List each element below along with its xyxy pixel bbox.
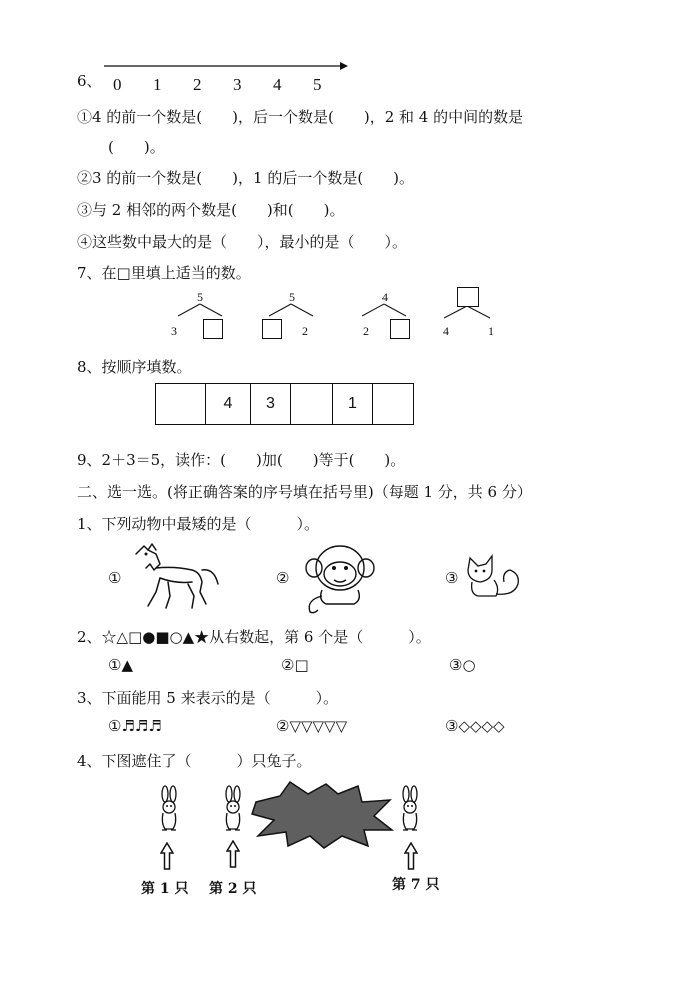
s2-q1-opt2[interactable]: ②	[276, 569, 290, 587]
s2-q4-text: 4、下图遮住了（ ）只兔子。	[77, 752, 312, 770]
rabbit-icon-2	[221, 785, 245, 835]
tree1-left: 3	[171, 324, 177, 338]
tick-5: 5	[313, 75, 322, 94]
q6-item1-line1: ①4 的前一个数是( )，后一个数是( )，2 和 4 的中间的数是	[77, 108, 524, 126]
up-arrow-icon-1	[160, 842, 174, 870]
q9-text: 9、2＋3＝5，读作：( )加( )等于( )。	[77, 451, 406, 469]
s2-q1-opt1[interactable]: ①	[108, 569, 122, 587]
up-arrow-icon-2	[226, 840, 240, 868]
q6-item4: ④这些数中最大的是（ ），最小的是（ ）。	[77, 233, 408, 251]
s2-q3-opt1[interactable]: ①♬♬♬	[108, 717, 162, 735]
s2-q2-opt2[interactable]: ②□	[281, 656, 309, 674]
rabbit-icon-1	[157, 785, 181, 835]
rabbit-label-1: 第 1 只	[141, 881, 189, 897]
rabbit-icon-7	[398, 785, 422, 835]
q8-title: 8、按顺序填数。	[77, 358, 192, 376]
s2-q3-opt3[interactable]: ③◇◇◇◇	[445, 717, 505, 735]
tree1-answer-box[interactable]	[203, 319, 223, 339]
tree2-right: 2	[302, 324, 308, 338]
sequence-cell-6[interactable]	[373, 384, 413, 424]
tick-0: 0	[113, 75, 122, 94]
tree4-right: 1	[488, 324, 494, 338]
q6-label: 6、	[77, 72, 102, 90]
rabbit-label-7: 第 7 只	[392, 877, 440, 893]
tick-4: 4	[273, 75, 282, 94]
monkey-icon	[296, 540, 376, 615]
section2-header: 二、选一选。(将正确答案的序号填在括号里)（每题 1 分，共 6 分）	[77, 483, 532, 501]
q6-item1-line2: ( )。	[108, 138, 165, 156]
tree2-top: 5	[289, 290, 295, 304]
s2-q1-opt3[interactable]: ③	[445, 569, 459, 587]
q7-title: 7、在□里填上适当的数。	[77, 264, 251, 282]
s2-q3-text: 3、下面能用 5 来表示的是（ ）。	[77, 689, 339, 707]
tree4-answer-box[interactable]	[457, 287, 479, 307]
s2-q2-opt1[interactable]: ①▲	[108, 656, 133, 674]
tree3-left: 2	[363, 324, 369, 338]
q6-item2: ②3 的前一个数是( )，1 的后一个数是( )。	[77, 169, 415, 187]
sequence-cell-1[interactable]	[156, 384, 206, 424]
s2-q1-text: 1、下列动物中最矮的是（ ）。	[77, 515, 320, 533]
sequence-cell-4[interactable]	[291, 384, 333, 424]
s2-q2-text: 2、☆△□●■○▲★从右数起，第 6 个是（ ）。	[77, 628, 431, 646]
sequence-grid	[155, 383, 414, 425]
tick-3: 3	[233, 75, 242, 94]
sequence-cell-5: 1	[333, 384, 373, 424]
tree4-left: 4	[443, 324, 449, 338]
q6-item3: ③与 2 相邻的两个数是( )和( )。	[77, 201, 345, 219]
s2-q2-opt3[interactable]: ③○	[449, 656, 476, 674]
tick-1: 1	[153, 75, 162, 94]
tree3-answer-box[interactable]	[390, 319, 410, 339]
rabbit-label-2: 第 2 只	[209, 881, 257, 897]
tree2-answer-box[interactable]	[262, 319, 282, 339]
tree3-top: 4	[382, 290, 388, 304]
sequence-cell-2: 4	[206, 384, 251, 424]
sequence-cell-3: 3	[251, 384, 291, 424]
s2-q3-opt2[interactable]: ②▽▽▽▽▽	[276, 717, 348, 735]
tick-2: 2	[193, 75, 202, 94]
horse-icon	[126, 540, 221, 612]
tree1-top: 5	[197, 290, 203, 304]
up-arrow-icon-7	[404, 842, 418, 870]
fox-icon	[462, 554, 524, 600]
cover-burst-shape	[250, 780, 396, 850]
